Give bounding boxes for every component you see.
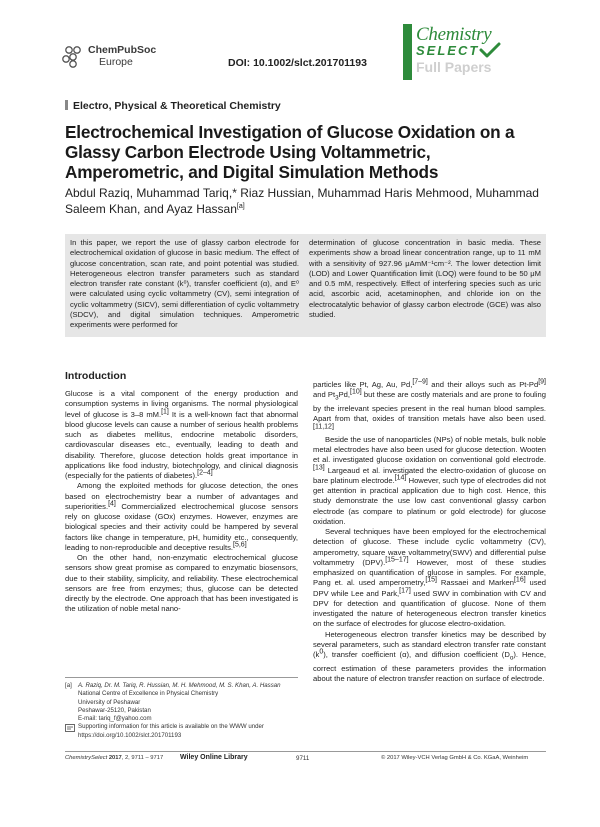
footer-divider	[65, 751, 546, 752]
footnote-divider	[65, 677, 298, 678]
article-type: Full Papers	[416, 59, 492, 75]
text-run: Among the exploited methods for glucose detection, the ones based on electrochemistry bear a number of advantages and superiorities.	[65, 481, 298, 511]
citation[interactable]: [11,12]	[313, 422, 334, 430]
text-run: but these are costly materials and are prone to fouling by the irrelevant species present in the real human blood samples. Apart from that, oxides of transition metals have also been used.	[313, 390, 546, 424]
citation[interactable]: [9]	[538, 378, 546, 386]
author-list: Abdul Raziq, Muhammad Tariq,* Riaz Hussian, Muhammad Haris Mehmood, Muhammad Saleem Khan, and Ayaz Hassan	[65, 186, 539, 216]
journal-name-select: SELECT	[416, 43, 480, 58]
affiliation-line: University of Peshawar	[78, 698, 141, 706]
brand-bar	[403, 24, 412, 80]
footer-journal: ChemistrySelect	[65, 755, 108, 761]
text-run: Pd,	[338, 390, 351, 400]
citation[interactable]: [13]	[313, 463, 325, 471]
section-marker	[65, 100, 68, 110]
text-run: Glucose is a vital component of the energy production and consumption systems in living organisms. The normal physiological level of glucose is 3–8 mM.	[65, 389, 298, 419]
affiliation-line: National Centre of Excellence in Physical Chemistry	[78, 690, 219, 698]
abstract-box	[65, 234, 546, 337]
publisher-region: Europe	[99, 56, 133, 68]
footer-year: 2017	[108, 755, 122, 761]
chempubsoc-logo	[62, 42, 172, 72]
copyright: © 2017 Wiley-VCH Verlag GmbH & Co. KGaA, Weinheim	[381, 755, 529, 761]
text-run: Commercialized electrochemical glucose sensors rely on glucose oxidase (GOx) enzymes. However, enzymes are biological species and their activity could be hampered by several factors like change in temperature, pH, humidity etc., consequently, leading to non-reproducible and deceptive results.	[65, 501, 298, 552]
paragraph	[313, 435, 546, 527]
text-run: It is a well-known fact that abnormal blood glucose levels can cause a number of serious health problems such as diabetes mellitus, endocrine metabolic disorders, cardiovascular diseases etc., eventually, leading to death and disability. Therefore, glucose detection holds great importance in applications like food industry, biotechnology, and clinical diagnosis (especially for the patients of diabetes).	[65, 409, 298, 480]
text-run: and their alloys such as Pt-Pd	[427, 380, 539, 389]
subscript: 3	[335, 394, 339, 402]
text-run: However, most of these studies emphasized on quantification of glucose in samples. For example, Pang et. al. used amperometry,	[313, 557, 546, 588]
affiliation-label: [a]	[65, 682, 72, 689]
abstract-left: In this paper, we report the use of glassy carbon electrode for electrochemical oxidation of glucose in basic medium. The effect of glucose concentration, scan rate, and point potential was studied. Heterogeneous electron transfer parameters such as standard electron transfer rate constant (k⁰), transfer coefficient (α), and E⁰ were calculated using cyclic voltammetry (CV), semi integration of cyclic voltammetry (SICV), semi differentiation of cyclic voltammetry (SDCV), and digital simulation techniques. Amperometric experiments were performed for	[70, 238, 299, 330]
citation[interactable]: [4]	[108, 500, 116, 508]
paragraph	[65, 389, 298, 481]
citation[interactable]: [14]	[394, 474, 407, 482]
publisher-name: ChemPubSoc	[88, 44, 157, 56]
authors	[65, 186, 545, 217]
text-run: Heterogeneous electron transfer kinetics may be described by several parameters, such as standard electron transfer rate constant (k	[313, 629, 546, 660]
text-run: Largeaud et al. investigated the electro-oxidation of glucose on bare platinum electrode.	[313, 465, 546, 485]
chempubsoc-hexagon-icon	[62, 44, 86, 68]
body-right-column	[313, 380, 546, 684]
affiliation-block	[65, 682, 298, 723]
introduction-heading: Introduction	[65, 370, 127, 382]
affiliation-mark: [a]	[236, 202, 245, 210]
text-run: ). Hence, correct estimation of these parameters provides the information about the nature of electron transfer reaction on surface of electrode.	[313, 650, 546, 684]
doi[interactable]: DOI: 10.1002/slct.201701193	[228, 57, 367, 69]
paragraph	[313, 527, 546, 630]
text-run: particles like Pt, Ag, Au, Pd,	[313, 380, 413, 389]
supporting-info	[65, 723, 298, 740]
section-label: Electro, Physical & Theoretical Chemistry	[73, 100, 281, 112]
page-number: 9711	[296, 755, 310, 762]
paragraph	[313, 380, 546, 435]
text-run: However, such type of electrodes did not get attention in practical application due to high cost. Hence, this study demonstrate the use low cast conventional glassy carbon electrode (as compare to platinum or gold electrode) for glucose oxidation.	[313, 475, 546, 526]
footer-volume: , 2, 9711 – 9717	[121, 755, 164, 761]
abstract-right: determination of glucose concentration in basic media. These experiments show a broad linear concentration range, up to 11 mM with a sensitivity of 927.96 μAmM⁻¹cm⁻². The lower detection limit (LOD) and Lower Quantification limit (LOQ) were found to be 50 μM and 0.5 mM, respectively. Effect of interfering species such as uric acid, ascorbic acid, acetaminophen, and chloride ion on the electrocatalytic behavior of glassy carbon electrode (GCE) was also studied.	[309, 238, 541, 320]
paragraph	[65, 553, 298, 615]
section-heading	[65, 100, 281, 112]
superscript: 0	[319, 648, 324, 656]
text-run: used SWV in combination with CV and DPV for detection and quantification of glucose. None of them investigated the nature of heterogeneous electron transfer kinetics on the surface of electrodes for glucose electro-oxidation.	[313, 588, 546, 629]
paragraph	[313, 630, 546, 685]
text-run: Beside the use of nanoparticles (NPs) of noble metals, bulk noble metal electrodes have also been used for glucose detection. Wooten et al. investigated glucose oxidation on conventional gold electrode.	[313, 434, 546, 465]
supporting-info-text[interactable]: Supporting information for this article is available on the WWW under https://doi.org/10.1002/slct.201701193	[78, 723, 264, 739]
supporting-info-icon	[65, 724, 75, 732]
subscript: o	[509, 654, 514, 662]
citation[interactable]: [17]	[399, 586, 411, 594]
email[interactable]: E-mail: tariq_f@yahoo.com	[78, 715, 152, 723]
affiliation-line: Peshawar-25120, Pakistan	[78, 706, 151, 714]
citation[interactable]: [16]	[513, 576, 526, 584]
checkmark-icon	[479, 42, 501, 58]
citation[interactable]: [1]	[161, 407, 169, 415]
journal-logo	[403, 24, 551, 80]
citation-line	[65, 755, 163, 761]
journal-name: Chemistry	[416, 24, 492, 45]
citation[interactable]: [10]	[350, 388, 362, 396]
text-run: Several techniques have been employed for the electrochemical detection of glucose. These include cyclic voltammetry (CV), amperometry, square wave voltammetry(SWV) and differential pulse voltammetry (DPV).	[313, 527, 546, 567]
citation[interactable]: [15]	[425, 576, 438, 584]
affiliation-names: A. Raziq, Dr. M. Tariq, R. Hussian, M. H. Mehmood, M. S. Khan, A. Hassan	[78, 682, 281, 689]
text-run: Rassaei and Marken	[437, 578, 514, 588]
text-run: On the other hand, non-enzymatic electrochemical glucose sensors show great promise as compared to enzymatic biosensors, due to their stability, simplicity, and reliability. These electrochemical sensors are free from enzymes; thus, glucose can be detected directly by the electrode. One approach that has been investigated is the utilization of noble metal nano-	[65, 553, 298, 614]
citation[interactable]: [5,6]	[233, 541, 247, 549]
wiley-online-library[interactable]: Wiley Online Library	[180, 754, 248, 761]
paragraph	[65, 481, 298, 553]
text-run: ), transfer coefficient (α), and diffusion coefficient (D	[323, 650, 510, 660]
body-left-column	[65, 389, 298, 615]
citation[interactable]: [15–17]	[385, 556, 409, 564]
text-run: and Pt	[313, 390, 336, 400]
text-run: used DPV while Lee and Park,	[313, 578, 546, 598]
citation[interactable]: [2–4]	[197, 469, 213, 477]
citation[interactable]: [7–9]	[412, 378, 428, 386]
article-title: Electrochemical Investigation of Glucose Oxidation on a Glassy Carbon Electrode Using Voltammetric, Amperometric, and Digital Simulation Methods	[65, 122, 515, 182]
footnote	[65, 682, 298, 740]
